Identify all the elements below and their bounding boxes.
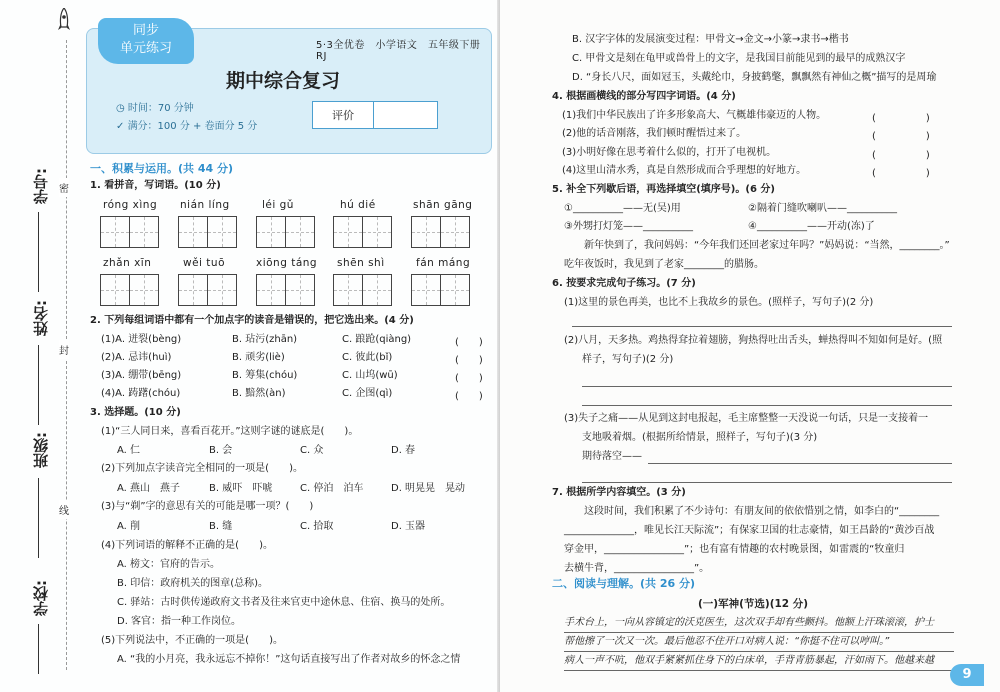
q2-4-c: C. 企图(qì) xyxy=(342,388,393,399)
label-student-id: 学号: xyxy=(32,168,50,204)
page-title: 期中综合复习 xyxy=(226,70,341,92)
q2-1-a: (1)A. 迸裂(bèng) xyxy=(101,334,182,345)
q5-a[interactable]: ①__________——无(吴)用 xyxy=(564,203,681,214)
q2-4-b: B. 黯然(àn) xyxy=(232,388,286,399)
student-id-line[interactable] xyxy=(38,212,39,292)
q2-3-a: (3)A. 绷带(bēng) xyxy=(101,370,182,381)
question-7: 7. 根据所学内容填空。(3 分) xyxy=(552,487,686,498)
q5-text-2[interactable]: 吃年夜饭时，我见到了老家________的腊肠。 xyxy=(564,259,764,270)
name-line[interactable] xyxy=(38,345,39,425)
label-class: 班级: xyxy=(32,432,50,468)
q4-4-answer[interactable]: ( ) xyxy=(872,168,930,179)
q3-5-c[interactable]: C. 甲骨文是刻在龟甲或兽骨上的文字，是我国目前能见到的最早的成熟汉字 xyxy=(572,53,906,64)
q6-1: (1)这里的景色再美，也比不上我故乡的景色。(照样子，写句子)(2 分) xyxy=(564,297,874,308)
clock-icon: ◷ xyxy=(116,103,128,114)
q3-4-b[interactable]: B. 印信：政府机关的图章(总称)。 xyxy=(117,578,269,589)
writing-grid-2-2[interactable] xyxy=(178,274,236,306)
reading-line-1: 手术台上，一向从容镇定的沃克医生，这次双手却有些颤抖。他额上汗珠滚滚，护士 xyxy=(564,617,934,628)
reading-line-3: 病人一声不吭，他双手紧紧抓住身下的白床单，手背青筋暴起，汗如雨下。他越来越 xyxy=(564,655,934,666)
eval-field[interactable] xyxy=(374,102,437,128)
q3-1-a[interactable]: A. 仁 xyxy=(117,445,141,456)
unit-badge xyxy=(98,18,194,64)
q3-5-a[interactable]: A. “我的小月亮，我永远忘不掉你！”这句话直接写出了作者对故乡的怀念之情 xyxy=(117,654,461,665)
q3-5-b[interactable]: B. 汉字字体的发展演变过程：甲骨文→金文→小篆→隶书→楷书 xyxy=(572,34,849,45)
q4-4: (4)这里山清水秀，真是自然形成而合乎理想的好地方。 xyxy=(562,165,807,176)
q4-3-answer[interactable]: ( ) xyxy=(872,150,930,161)
q2-1-b: B. 玷污(zhān) xyxy=(232,334,298,345)
question-2: 2. 下列每组词语中都有一个加点字的读音是错误的，把它选出来。(4 分) xyxy=(90,315,414,326)
page-number: 9 xyxy=(950,664,984,686)
q3-4-a[interactable]: A. 榜文：官府的告示。 xyxy=(117,559,221,570)
seal-xian: 线 xyxy=(59,500,69,519)
writing-grid-2-1[interactable] xyxy=(100,274,158,306)
q5-b[interactable]: ②隔着门缝吹喇叭——__________ xyxy=(748,203,897,214)
q6-3-c: 期待落空—— xyxy=(582,451,642,462)
writing-grid-2-5[interactable] xyxy=(411,274,469,306)
q6-3-b: 支地吸着烟。(根据所给情景，照样子，写句子)(3 分) xyxy=(582,432,818,443)
writing-grid-1-1[interactable] xyxy=(100,216,158,248)
time-text: 时间：70 分钟 xyxy=(127,103,194,114)
q2-2-answer[interactable]: ( ) xyxy=(455,355,483,366)
q4-3: (3)小明好像在思考着什么似的，打开了电视机。 xyxy=(562,147,777,158)
q6-2-a: (2)八月，天多热。鸡热得耷拉着翅膀，狗热得吐出舌头，蝉热得叫不知如何是好。(照 xyxy=(564,335,943,346)
q3-2-d[interactable]: D. 明晃晃 晃动 xyxy=(391,483,466,494)
evaluation-box xyxy=(312,101,438,129)
reading-underline-1 xyxy=(564,632,954,633)
q3-3-a[interactable]: A. 削 xyxy=(117,521,141,532)
q3-3-c[interactable]: C. 拾取 xyxy=(300,521,334,532)
q3-2: (2)下列加点字读音完全相同的一项是( )。 xyxy=(101,463,303,474)
q4-2: (2)他的话音刚落，我们顿时醒悟过来了。 xyxy=(562,128,747,139)
q3-5-d[interactable]: D. “身长八尺，面如冠玉，头戴纶巾，身披鹤氅，飘飘然有神仙之概”描写的是周瑜 xyxy=(572,72,937,83)
seal-mi: 密 xyxy=(59,178,69,197)
class-line[interactable] xyxy=(38,478,39,558)
q3-3: (3)与“剃”字的意思有关的可能是哪一项？( ) xyxy=(101,501,314,512)
q4-1-answer[interactable]: ( ) xyxy=(872,113,930,124)
q6-3-answer-line-1[interactable] xyxy=(648,463,952,464)
q5-text-1[interactable]: 新年快到了，我问妈妈：“今年我们还回老家过年吗？”妈妈说：“当然，________。” xyxy=(584,240,950,251)
q6-3-answer-line-2[interactable] xyxy=(582,482,952,483)
question-3: 3. 选择题。(10 分) xyxy=(90,407,181,418)
section-1-heading: 一、积累与运用。(共 44 分) xyxy=(90,162,234,175)
q3-2-a[interactable]: A. 燕山 燕子 xyxy=(117,483,181,494)
pinyin-1-1: róng xìng xyxy=(103,199,158,211)
reading-line-2: 帮他擦了一次又一次。最后他忍不住开口对病人说：“你挺不住可以哼叫。” xyxy=(564,636,890,647)
q6-3-a: (3)失子之痛——从见到这封电报起，毛主席整整一天没说一句话，只是一支接着一 xyxy=(564,413,929,424)
q3-4-c[interactable]: C. 驿站：古时供传递政府文书者及往来官吏中途休息、住宿、换马的处所。 xyxy=(117,597,451,608)
pinyin-1-5: shān gāng xyxy=(413,199,473,211)
q3-2-b[interactable]: B. 威吓 吓唬 xyxy=(209,483,273,494)
writing-grid-1-3[interactable] xyxy=(256,216,314,248)
q6-2-b: 样子，写句子)(2 分) xyxy=(582,354,674,365)
writing-grid-1-4[interactable] xyxy=(333,216,391,248)
label-name: 姓名: xyxy=(32,300,50,336)
check-icon: ✓ xyxy=(116,121,128,132)
q3-1-c[interactable]: C. 众 xyxy=(300,445,324,456)
right-page xyxy=(500,0,1000,692)
q2-2-c: C. 彼此(bǐ) xyxy=(342,352,393,363)
seal-feng: 封 xyxy=(59,340,69,359)
pinyin-2-1: zhǎn xīn xyxy=(103,257,152,269)
section-2-heading: 二、阅读与理解。(共 26 分) xyxy=(552,577,696,590)
q7-line-2[interactable]: ______________，唯见长江天际流”；有保家卫国的壮志豪情，如王昌龄的“黄沙百战 xyxy=(564,525,935,536)
q6-2-answer-line-1[interactable] xyxy=(582,386,952,387)
writing-grid-1-2[interactable] xyxy=(178,216,236,248)
q2-3-b: B. 筹集(chóu) xyxy=(232,370,298,381)
pinyin-2-4: shēn shì xyxy=(337,257,385,269)
badge-line-2: 单元练习 xyxy=(119,41,172,56)
q3-3-b[interactable]: B. 缝 xyxy=(209,521,233,532)
pinyin-1-2: nián líng xyxy=(180,199,230,211)
q7-line-3[interactable]: 穿金甲，________________”；也有富有情趣的农村晚景图，如雷震的“牧童归 xyxy=(564,544,905,555)
q3-4-d[interactable]: D. 客官：指一种工作岗位。 xyxy=(117,616,242,627)
writing-grid-2-3[interactable] xyxy=(256,274,314,306)
series-label: 5·3全优卷 小学语文 五年级下册 RJ xyxy=(316,40,491,62)
q2-3-answer[interactable]: ( ) xyxy=(455,373,483,384)
pinyin-2-2: wěi tuō xyxy=(183,257,225,269)
q3-2-c[interactable]: C. 停泊 泊车 xyxy=(300,483,364,494)
label-school: 学校: xyxy=(32,580,50,616)
q2-3-c: C. 山坞(wū) xyxy=(342,370,398,381)
eval-label: 评价 xyxy=(313,102,374,128)
reading-underline-2 xyxy=(564,651,954,652)
q2-4-a: (4)A. 踌躇(chóu) xyxy=(101,388,181,399)
reading-underline-3 xyxy=(564,670,954,671)
pinyin-2-3: xiōng táng xyxy=(256,257,318,269)
q6-1-answer-line[interactable] xyxy=(572,326,952,327)
score-info xyxy=(116,117,257,132)
school-line[interactable] xyxy=(38,624,39,674)
writing-grid-2-4[interactable] xyxy=(333,274,391,306)
rocket-icon xyxy=(57,8,71,34)
pinyin-2-5: fán máng xyxy=(416,257,471,269)
q2-2-a: (2)A. 忌讳(huì) xyxy=(101,352,172,363)
q3-5: (5)下列说法中，不正确的一项是( )。 xyxy=(101,635,283,646)
q2-4-answer[interactable]: ( ) xyxy=(455,391,483,402)
question-5: 5. 补全下列歇后语，再选择填空(填序号)。(6 分) xyxy=(552,184,775,195)
q2-1-c: C. 踉跄(qiàng) xyxy=(342,334,412,345)
q3-3-d[interactable]: D. 玉器 xyxy=(391,521,426,532)
reading-title: (一)军神(节选)(12 分) xyxy=(698,598,809,610)
badge-line-1: 同步 xyxy=(132,23,159,38)
q5-c[interactable]: ③外甥打灯笼——__________ xyxy=(564,221,693,232)
q2-1-answer[interactable]: ( ) xyxy=(455,337,483,348)
pinyin-1-3: léi gǔ xyxy=(262,199,294,211)
question-4: 4. 根据画横线的部分写四字词语。(4 分) xyxy=(552,91,736,102)
time-info xyxy=(116,99,194,114)
q5-d[interactable]: ④__________——开动(冻)了 xyxy=(748,221,875,232)
question-1: 1. 看拼音，写词语。(10 分) xyxy=(90,180,221,191)
q4-1: (1)我们中华民族出了许多形象高大、气概雄伟豪迈的人物。 xyxy=(562,110,827,121)
q7-line-4[interactable]: 去横牛背，________________”。 xyxy=(564,563,710,574)
question-6: 6. 按要求完成句子练习。(7 分) xyxy=(552,278,696,289)
q7-line-1[interactable]: 这段时间，我们积累了不少诗句：有朋友间的依依惜别之情，如李白的“________ xyxy=(584,506,940,517)
q3-1: (1)“三人同日来，喜看百花开。”这则字谜的谜底是( )。 xyxy=(101,426,359,437)
q3-1-d[interactable]: D. 春 xyxy=(391,445,416,456)
q4-2-answer[interactable]: ( ) xyxy=(872,131,930,142)
binding-margin xyxy=(0,0,82,692)
q3-4: (4)下列词语的解释不正确的是( )。 xyxy=(101,540,273,551)
writing-grid-1-5[interactable] xyxy=(411,216,469,248)
q2-2-b: B. 顽劣(liè) xyxy=(232,352,285,363)
pinyin-1-4: hú dié xyxy=(340,199,376,211)
q3-1-b[interactable]: B. 会 xyxy=(209,445,233,456)
score-text: 满分：100 分 + 卷面分 5 分 xyxy=(127,121,258,132)
q6-2-answer-line-2[interactable] xyxy=(582,405,952,406)
